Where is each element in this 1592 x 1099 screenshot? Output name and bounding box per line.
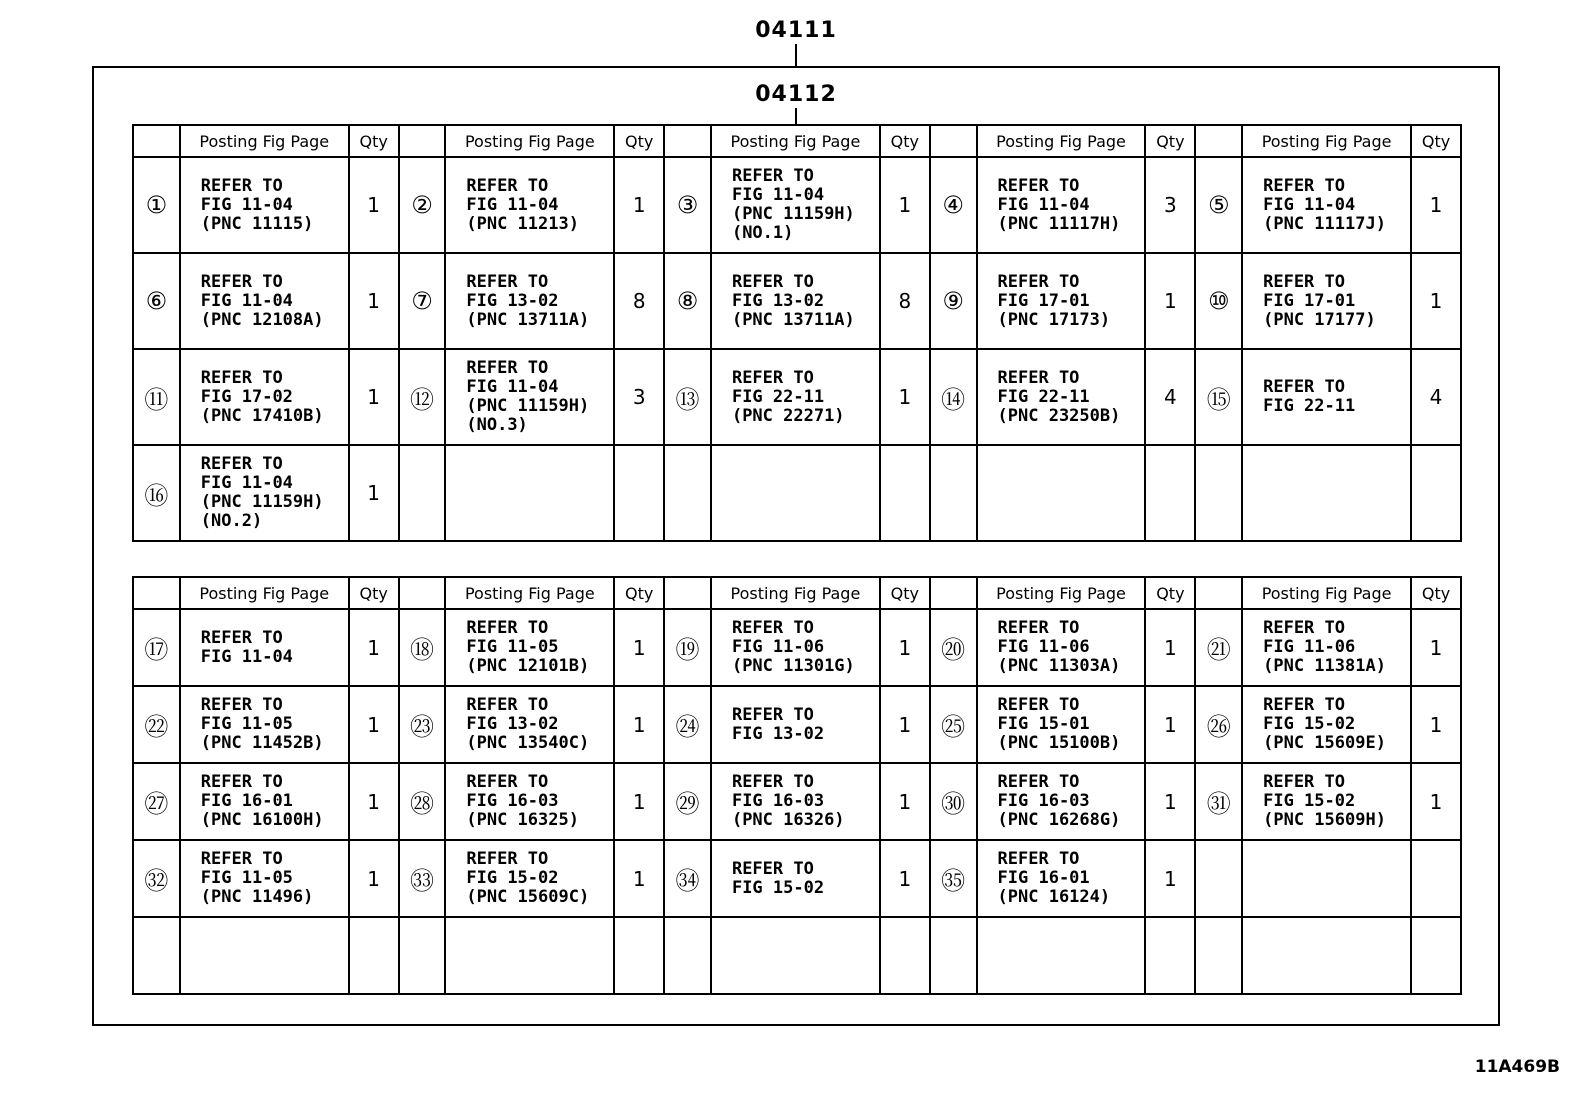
item-number: ⑮	[1195, 349, 1242, 445]
posting-reference: REFER TO FIG 11-04	[180, 609, 349, 686]
qty-header: Qty	[1411, 125, 1461, 157]
item-number: ㉒	[133, 686, 180, 763]
posting-reference: REFER TO FIG 15-02 (PNC 15609C)	[445, 840, 614, 917]
quantity: 1	[1411, 609, 1461, 686]
item-number	[1195, 917, 1242, 994]
posting-reference: REFER TO FIG 11-04 (PNC 11117J)	[1242, 157, 1411, 253]
index-header	[930, 125, 977, 157]
quantity: 1	[349, 763, 399, 840]
outer-leader-line	[795, 44, 797, 66]
quantity	[1145, 917, 1195, 994]
posting-reference: REFER TO FIG 11-04 (PNC 11115)	[180, 157, 349, 253]
posting-reference: REFER TO FIG 11-04 (PNC 11213)	[445, 157, 614, 253]
quantity: 1	[349, 686, 399, 763]
posting-reference: REFER TO FIG 13-02	[711, 686, 880, 763]
posting-reference: REFER TO FIG 17-02 (PNC 17410B)	[180, 349, 349, 445]
item-number: ㉟	[930, 840, 977, 917]
posting-header: Posting Fig Page	[1242, 577, 1411, 609]
posting-reference: REFER TO FIG 22-11	[1242, 349, 1411, 445]
index-header	[930, 577, 977, 609]
quantity: 1	[880, 840, 930, 917]
item-number: ②	[399, 157, 446, 253]
posting-reference	[711, 445, 880, 541]
quantity: 1	[614, 763, 664, 840]
posting-reference: REFER TO FIG 13-02 (PNC 13711A)	[711, 253, 880, 349]
outer-assembly-label: 04111	[755, 18, 837, 43]
posting-reference: REFER TO FIG 15-02 (PNC 15609H)	[1242, 763, 1411, 840]
item-number: ⑥	[133, 253, 180, 349]
quantity: 1	[349, 609, 399, 686]
posting-reference	[977, 917, 1146, 994]
item-number	[930, 917, 977, 994]
item-number: ㉚	[930, 763, 977, 840]
posting-reference	[1242, 917, 1411, 994]
quantity: 8	[880, 253, 930, 349]
qty-header: Qty	[1145, 577, 1195, 609]
index-header	[664, 125, 711, 157]
posting-header: Posting Fig Page	[711, 577, 880, 609]
posting-reference: REFER TO FIG 16-03 (PNC 16326)	[711, 763, 880, 840]
posting-reference	[711, 917, 880, 994]
quantity	[1411, 445, 1461, 541]
posting-reference: REFER TO FIG 17-01 (PNC 17177)	[1242, 253, 1411, 349]
qty-header: Qty	[614, 577, 664, 609]
item-number: ⑭	[930, 349, 977, 445]
item-number: ㉝	[399, 840, 446, 917]
posting-reference: REFER TO FIG 11-04 (PNC 11159H) (NO.1)	[711, 157, 880, 253]
item-number: ⑬	[664, 349, 711, 445]
quantity: 1	[1145, 840, 1195, 917]
table-row	[133, 917, 1461, 994]
posting-reference: REFER TO FIG 16-03 (PNC 16325)	[445, 763, 614, 840]
posting-reference: REFER TO FIG 11-05 (PNC 11496)	[180, 840, 349, 917]
item-number: ⑦	[399, 253, 446, 349]
quantity: 1	[614, 840, 664, 917]
quantity: 1	[880, 157, 930, 253]
quantity: 1	[1411, 686, 1461, 763]
item-number: ⑳	[930, 609, 977, 686]
qty-header: Qty	[880, 125, 930, 157]
item-number	[133, 917, 180, 994]
quantity	[614, 917, 664, 994]
qty-header: Qty	[880, 577, 930, 609]
quantity	[1411, 917, 1461, 994]
posting-reference: REFER TO FIG 11-05 (PNC 12101B)	[445, 609, 614, 686]
item-number: ⑤	[1195, 157, 1242, 253]
posting-reference: REFER TO FIG 15-01 (PNC 15100B)	[977, 686, 1146, 763]
posting-reference: REFER TO FIG 16-03 (PNC 16268G)	[977, 763, 1146, 840]
qty-header: Qty	[349, 125, 399, 157]
posting-reference: REFER TO FIG 15-02 (PNC 15609E)	[1242, 686, 1411, 763]
item-number	[664, 917, 711, 994]
quantity: 1	[1411, 253, 1461, 349]
quantity	[349, 917, 399, 994]
item-number: ⑯	[133, 445, 180, 541]
item-number: ③	[664, 157, 711, 253]
posting-reference: REFER TO FIG 11-06 (PNC 11301G)	[711, 609, 880, 686]
posting-reference: REFER TO FIG 11-05 (PNC 11452B)	[180, 686, 349, 763]
quantity: 1	[1145, 609, 1195, 686]
quantity: 1	[1145, 253, 1195, 349]
posting-reference: REFER TO FIG 11-04 (PNC 11117H)	[977, 157, 1146, 253]
item-number	[1195, 840, 1242, 917]
posting-reference: REFER TO FIG 22-11 (PNC 23250B)	[977, 349, 1146, 445]
item-number: ⑫	[399, 349, 446, 445]
table-row	[133, 445, 1461, 541]
quantity: 1	[880, 349, 930, 445]
inner-assembly-label: 04112	[755, 82, 837, 107]
quantity: 1	[349, 157, 399, 253]
item-number	[399, 445, 446, 541]
quantity: 1	[349, 349, 399, 445]
item-number: ㉛	[1195, 763, 1242, 840]
item-number	[399, 917, 446, 994]
item-number: ㉑	[1195, 609, 1242, 686]
posting-reference	[445, 917, 614, 994]
posting-reference: REFER TO FIG 11-04 (PNC 12108A)	[180, 253, 349, 349]
posting-header: Posting Fig Page	[445, 577, 614, 609]
item-number: ⑲	[664, 609, 711, 686]
quantity: 1	[349, 253, 399, 349]
posting-reference: REFER TO FIG 16-01 (PNC 16100H)	[180, 763, 349, 840]
posting-reference	[977, 445, 1146, 541]
posting-reference: REFER TO FIG 16-01 (PNC 16124)	[977, 840, 1146, 917]
inner-leader-line	[795, 108, 797, 124]
figure-code: 11A469B	[1474, 1057, 1560, 1077]
quantity	[880, 445, 930, 541]
item-number	[930, 445, 977, 541]
quantity: 1	[1411, 157, 1461, 253]
item-number: ㉜	[133, 840, 180, 917]
qty-header: Qty	[614, 125, 664, 157]
posting-reference: REFER TO FIG 11-04 (PNC 11159H) (NO.3)	[445, 349, 614, 445]
table-header-row	[133, 125, 1461, 157]
table-row	[133, 763, 1461, 840]
parts-table-lower	[132, 576, 1462, 995]
index-header	[399, 577, 446, 609]
posting-reference: REFER TO FIG 22-11 (PNC 22271)	[711, 349, 880, 445]
index-header	[133, 577, 180, 609]
table-header-row	[133, 577, 1461, 609]
item-number: ⑪	[133, 349, 180, 445]
quantity: 1	[614, 686, 664, 763]
table-row	[133, 686, 1461, 763]
posting-reference	[1242, 840, 1411, 917]
item-number: ⑨	[930, 253, 977, 349]
quantity: 1	[349, 445, 399, 541]
quantity: 1	[614, 609, 664, 686]
quantity: 4	[1145, 349, 1195, 445]
posting-reference: REFER TO FIG 13-02 (PNC 13540C)	[445, 686, 614, 763]
table-row	[133, 157, 1461, 253]
table-row	[133, 253, 1461, 349]
item-number: ㉓	[399, 686, 446, 763]
posting-reference: REFER TO FIG 13-02 (PNC 13711A)	[445, 253, 614, 349]
posting-reference	[1242, 445, 1411, 541]
posting-header: Posting Fig Page	[445, 125, 614, 157]
index-header	[133, 125, 180, 157]
item-number: ⑩	[1195, 253, 1242, 349]
posting-reference: REFER TO FIG 11-06 (PNC 11303A)	[977, 609, 1146, 686]
table-row	[133, 609, 1461, 686]
item-number: ⑱	[399, 609, 446, 686]
item-number: ㉗	[133, 763, 180, 840]
quantity: 1	[1411, 763, 1461, 840]
posting-header: Posting Fig Page	[977, 577, 1146, 609]
quantity	[1411, 840, 1461, 917]
qty-header: Qty	[1145, 125, 1195, 157]
quantity: 1	[614, 157, 664, 253]
item-number: ④	[930, 157, 977, 253]
quantity	[614, 445, 664, 541]
item-number: ㉘	[399, 763, 446, 840]
item-number: ㉙	[664, 763, 711, 840]
item-number: ①	[133, 157, 180, 253]
quantity: 1	[1145, 686, 1195, 763]
item-number: ㉕	[930, 686, 977, 763]
posting-reference: REFER TO FIG 11-04 (PNC 11159H) (NO.2)	[180, 445, 349, 541]
posting-reference: REFER TO FIG 11-06 (PNC 11381A)	[1242, 609, 1411, 686]
quantity	[1145, 445, 1195, 541]
qty-header: Qty	[1411, 577, 1461, 609]
item-number: ⑧	[664, 253, 711, 349]
posting-header: Posting Fig Page	[180, 125, 349, 157]
quantity: 8	[614, 253, 664, 349]
quantity: 1	[1145, 763, 1195, 840]
item-number: ⑰	[133, 609, 180, 686]
quantity: 3	[614, 349, 664, 445]
quantity: 3	[1145, 157, 1195, 253]
posting-reference	[180, 917, 349, 994]
quantity: 1	[880, 763, 930, 840]
quantity: 1	[349, 840, 399, 917]
posting-header: Posting Fig Page	[1242, 125, 1411, 157]
index-header	[1195, 577, 1242, 609]
posting-header: Posting Fig Page	[711, 125, 880, 157]
index-header	[399, 125, 446, 157]
item-number: ㉖	[1195, 686, 1242, 763]
quantity: 4	[1411, 349, 1461, 445]
posting-header: Posting Fig Page	[977, 125, 1146, 157]
item-number: ㉞	[664, 840, 711, 917]
index-header	[1195, 125, 1242, 157]
item-number	[664, 445, 711, 541]
posting-reference	[445, 445, 614, 541]
table-row	[133, 349, 1461, 445]
posting-reference: REFER TO FIG 17-01 (PNC 17173)	[977, 253, 1146, 349]
qty-header: Qty	[349, 577, 399, 609]
quantity	[880, 917, 930, 994]
quantity: 1	[880, 609, 930, 686]
posting-reference: REFER TO FIG 15-02	[711, 840, 880, 917]
item-number	[1195, 445, 1242, 541]
item-number: ㉔	[664, 686, 711, 763]
table-row	[133, 840, 1461, 917]
index-header	[664, 577, 711, 609]
parts-table-upper	[132, 124, 1462, 542]
quantity: 1	[880, 686, 930, 763]
posting-header: Posting Fig Page	[180, 577, 349, 609]
